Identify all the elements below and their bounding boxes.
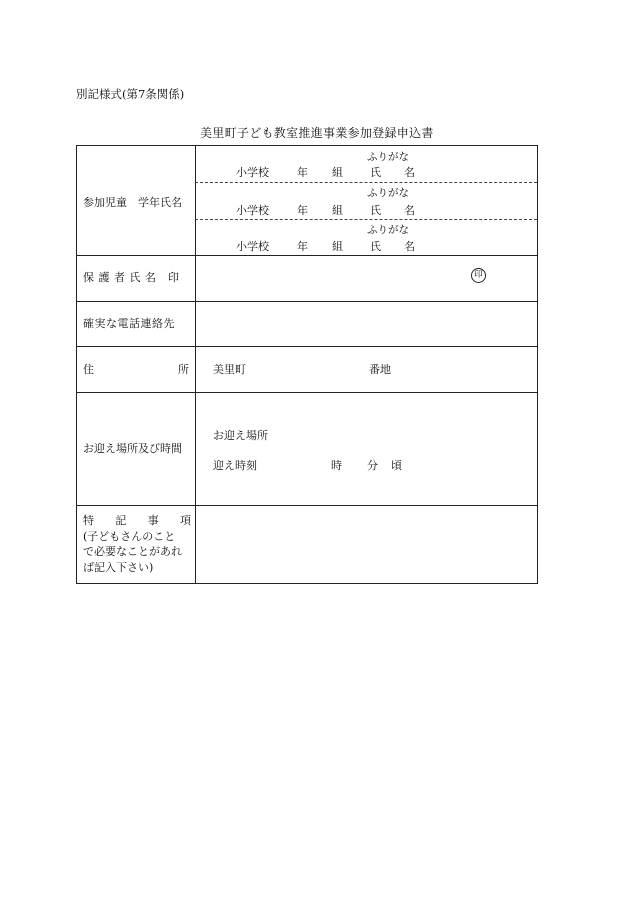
registration-form-table xyxy=(76,145,538,584)
furigana-label: ふりがな xyxy=(367,151,409,163)
address-town: 美里町 xyxy=(213,363,246,376)
surname-label: 氏 xyxy=(370,166,381,179)
contact-label: 確実な電話連絡先 xyxy=(83,317,175,330)
dashed-divider xyxy=(195,219,537,220)
notes-line-3: ば記入下さい) xyxy=(83,560,154,574)
address-field[interactable] xyxy=(195,346,538,392)
contact-field[interactable] xyxy=(195,301,538,346)
furigana-label: ふりがな xyxy=(367,187,409,199)
pickup-label: お迎え場所及び時間 xyxy=(83,442,182,455)
school-label: 小学校 xyxy=(236,166,269,179)
class-label: 組 xyxy=(332,204,343,217)
given-name-label: 名 xyxy=(404,240,415,253)
guardian-label: 保 護 者 氏 名 印 xyxy=(83,271,180,284)
grade-label: 年 xyxy=(297,240,308,253)
address-label-left: 住 xyxy=(83,363,94,376)
pickup-place-label: お迎え場所 xyxy=(213,429,268,442)
notes-line-2: で必要なことがあれ xyxy=(83,545,182,558)
pickup-field[interactable] xyxy=(195,392,538,505)
notes-title xyxy=(83,513,191,529)
notes-title-char: 特 xyxy=(83,514,94,527)
class-label: 組 xyxy=(332,166,343,179)
surname-label: 氏 xyxy=(370,204,381,217)
notes-label xyxy=(83,513,191,575)
given-name-label: 名 xyxy=(404,204,415,217)
pickup-approx-label: 頃 xyxy=(391,459,402,472)
pickup-minute-label: 分 xyxy=(367,459,378,472)
address-banchi: 番地 xyxy=(369,363,391,376)
notes-line-1: (子どもさんのこと xyxy=(83,529,176,543)
pickup-hour-label: 時 xyxy=(331,459,342,472)
document-title: 美里町子ども教室推進事業参加登録申込書 xyxy=(200,126,434,140)
school-label: 小学校 xyxy=(236,204,269,217)
furigana-label: ふりがな xyxy=(367,224,409,236)
pickup-time-label: 迎え時刻 xyxy=(213,459,257,472)
given-name-label: 名 xyxy=(404,166,415,179)
grade-label: 年 xyxy=(297,204,308,217)
notes-title-char: 記 xyxy=(115,514,127,527)
notes-title-char: 事 xyxy=(147,514,159,527)
notes-title-char: 項 xyxy=(179,514,191,527)
notes-field[interactable] xyxy=(195,505,538,583)
address-label-right: 所 xyxy=(178,363,189,376)
children-label: 参加児童 学年氏名 xyxy=(83,196,182,209)
form-reference: 別記様式(第7条関係) xyxy=(76,87,185,101)
dashed-divider xyxy=(195,182,537,183)
grade-label: 年 xyxy=(297,166,308,179)
guardian-name-field[interactable] xyxy=(195,255,538,301)
seal-mark: 印 xyxy=(471,268,486,283)
class-label: 組 xyxy=(332,240,343,253)
surname-label: 氏 xyxy=(370,240,381,253)
school-label: 小学校 xyxy=(236,240,269,253)
